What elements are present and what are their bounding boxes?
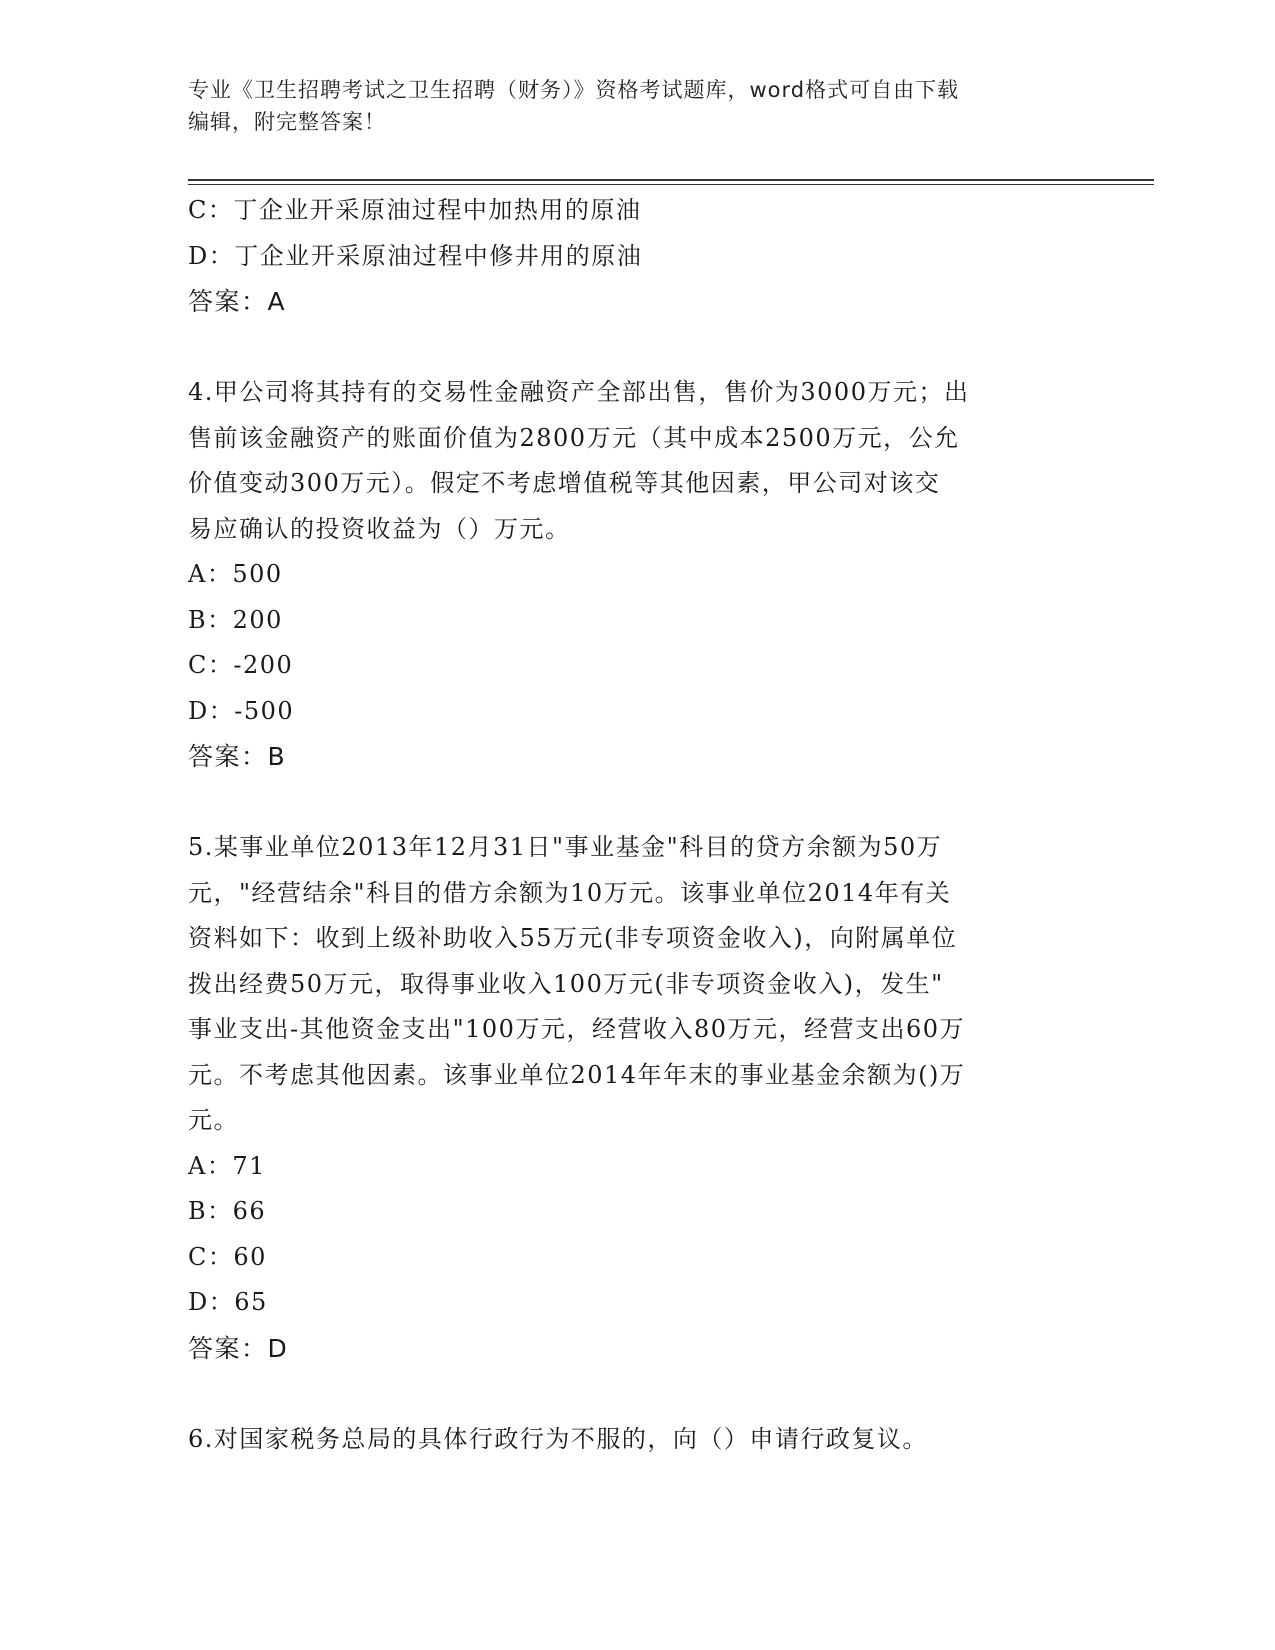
question-stem-line: 易应确认的投资收益为（）万元。 bbox=[188, 514, 571, 543]
option-d: D：-500 bbox=[188, 696, 295, 725]
question-3 bbox=[188, 188, 1088, 325]
option-c: C：丁企业开采原油过程中加热用的原油 bbox=[188, 196, 642, 224]
answer: 答案：D bbox=[188, 1333, 289, 1363]
question-stem-line: 元。不考虑其他因素。该事业单位2014年年末的事业基金余额为()万 bbox=[188, 1060, 966, 1089]
option-c: C：60 bbox=[188, 1242, 267, 1271]
header-rule-thin bbox=[188, 184, 1154, 185]
option-c: C：-200 bbox=[188, 651, 294, 679]
option-a: A：500 bbox=[188, 560, 283, 588]
question-6 bbox=[188, 1417, 1088, 1463]
option-b: B：66 bbox=[188, 1197, 267, 1225]
document-header bbox=[188, 74, 1068, 138]
question-5 bbox=[188, 825, 1088, 1371]
question-4 bbox=[188, 370, 1088, 780]
spacer bbox=[188, 1371, 1088, 1417]
option-d: D：丁企业开采原油过程中修井用的原油 bbox=[188, 241, 643, 270]
question-stem-line: 6.对国家税务总局的具体行政行为不服的，向（）申请行政复议。 bbox=[188, 1424, 928, 1453]
spacer bbox=[188, 325, 1088, 371]
question-stem-line: 资料如下：收到上级补助收入55万元(非专项资金收入)，向附属单位 bbox=[188, 924, 958, 952]
question-stem-line: 5.某事业单位2013年12月31日"事业基金"科目的贷方余额为50万 bbox=[188, 833, 943, 861]
option-d: D：65 bbox=[188, 1288, 268, 1316]
question-content bbox=[188, 188, 1088, 1462]
question-stem-line: 元，"经营结余"科目的借方余额为10万元。该事业单位2014年有关 bbox=[188, 878, 952, 907]
header-rule-thick bbox=[188, 179, 1154, 181]
option-a: A：71 bbox=[188, 1151, 266, 1180]
question-stem-line: 拨出经费50万元，取得事业收入100万元(非专项资金收入)，发生" bbox=[188, 969, 944, 998]
option-b: B：200 bbox=[188, 605, 283, 634]
question-stem-line: 售前该金融资产的账面价值为2800万元（其中成本2500万元，公允 bbox=[188, 423, 960, 452]
question-stem-line: 价值变动300万元）。假定不考虑增值税等其他因素，甲公司对该交 bbox=[188, 469, 941, 497]
spacer bbox=[188, 780, 1088, 826]
answer: 答案：A bbox=[188, 287, 287, 316]
answer: 答案：B bbox=[188, 742, 287, 771]
question-stem-line: 事业支出-其他资金支出"100万元，经营收入80万元，经营支出60万 bbox=[188, 1015, 966, 1043]
question-stem-line: 元。 bbox=[188, 1106, 239, 1134]
header-line-2: 编辑，附完整答案！ bbox=[188, 110, 386, 134]
question-stem-line: 4.甲公司将其持有的交易性金融资产全部出售，售价为3000万元；出 bbox=[188, 378, 970, 406]
header-line-1: 专业《卫生招聘考试之卫生招聘（财务）》资格考试题库，word格式可自由下载 bbox=[188, 78, 960, 102]
